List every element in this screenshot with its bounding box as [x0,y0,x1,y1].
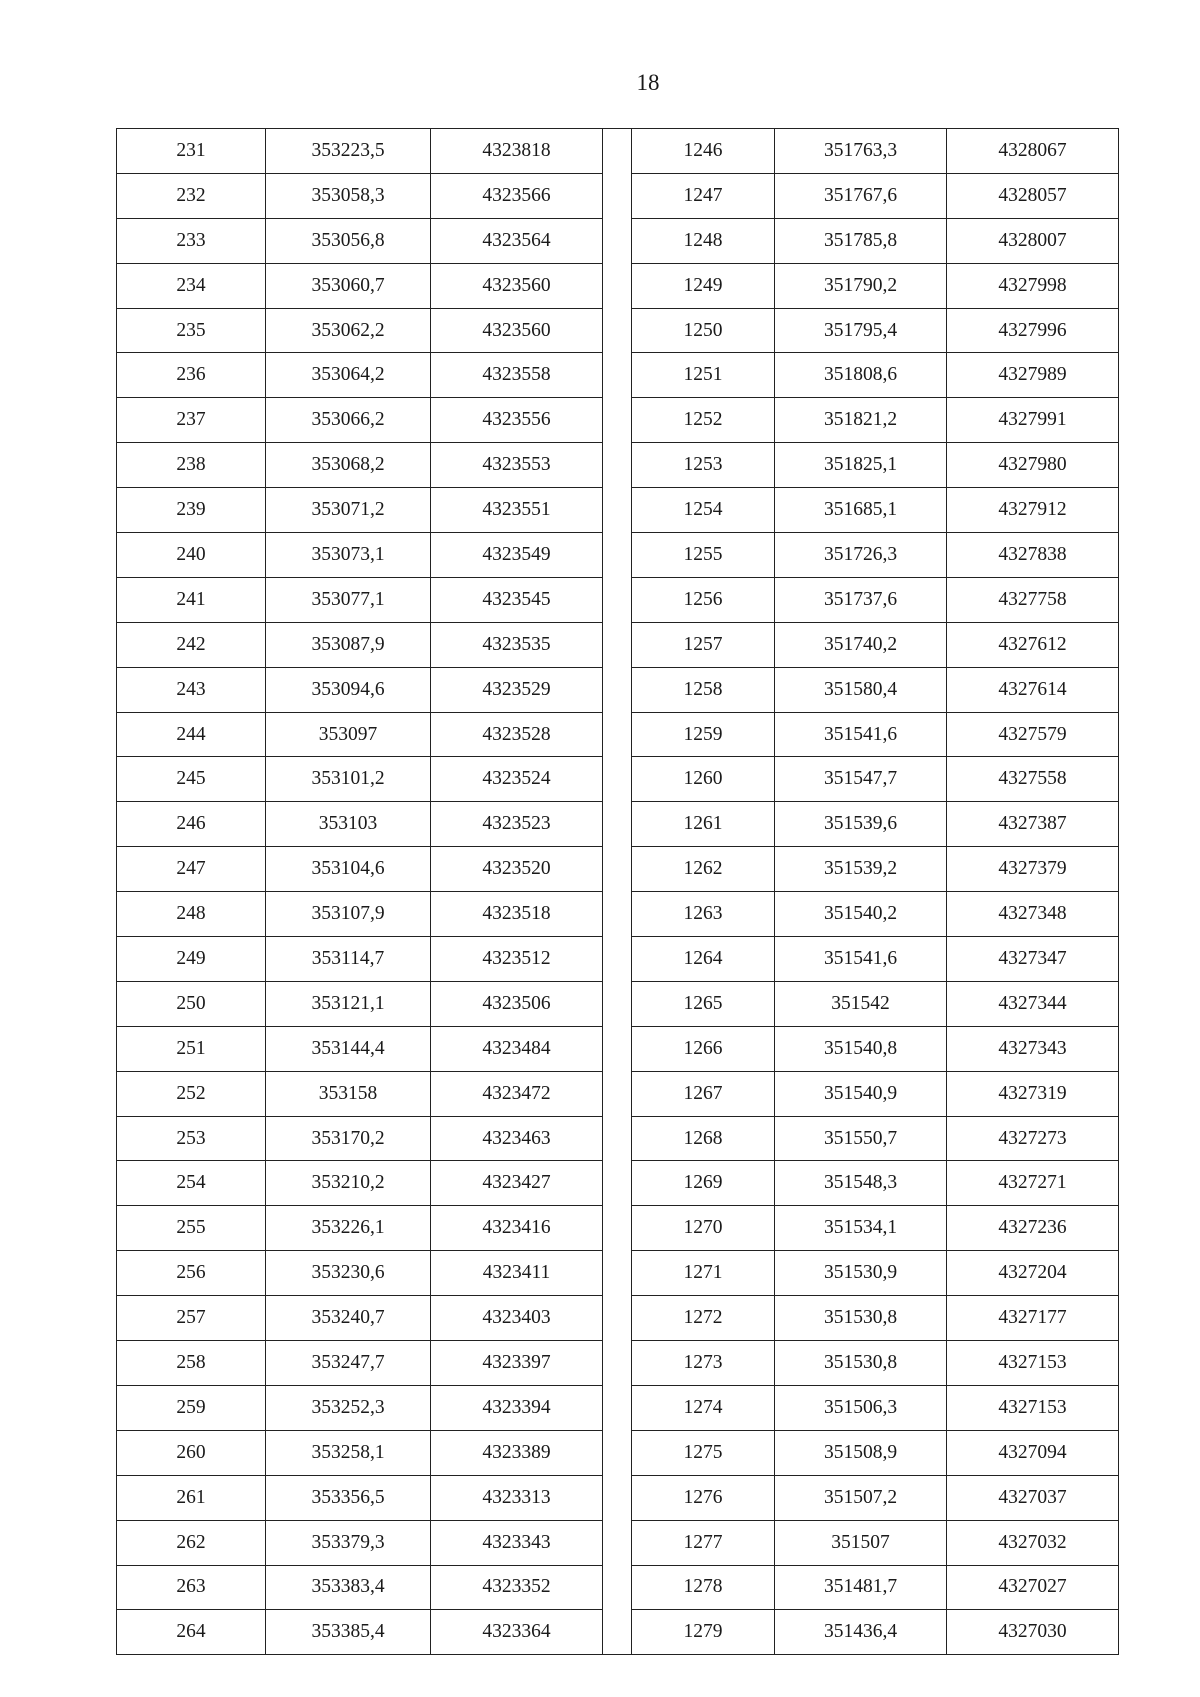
table-row [117,577,1119,622]
column-gap [603,802,632,847]
left-point-number-cell: 252 [117,1071,266,1116]
left-point-number-cell: 237 [117,398,266,443]
left-x-coordinate-cell: 353056,8 [266,218,431,263]
right-x-coordinate-cell: 351737,6 [775,577,947,622]
left-x-coordinate-cell: 353060,7 [266,263,431,308]
right-point-number-cell: 1271 [632,1251,775,1296]
right-point-number-cell: 1251 [632,353,775,398]
column-gap [603,263,632,308]
left-point-number-cell: 262 [117,1520,266,1565]
left-x-coordinate-cell: 353223,5 [266,129,431,174]
right-y-coordinate-cell: 4328067 [947,129,1119,174]
right-x-coordinate-cell: 351530,8 [775,1341,947,1386]
left-point-number-cell: 261 [117,1475,266,1520]
right-point-number-cell: 1277 [632,1520,775,1565]
column-gap [603,1565,632,1610]
column-gap [603,218,632,263]
column-gap [603,1071,632,1116]
left-y-coordinate-cell: 4323518 [431,892,603,937]
table-row [117,937,1119,982]
left-y-coordinate-cell: 4323524 [431,757,603,802]
table-row [117,263,1119,308]
left-x-coordinate-cell: 353144,4 [266,1026,431,1071]
table-row [117,1385,1119,1430]
table-row [117,1565,1119,1610]
left-x-coordinate-cell: 353247,7 [266,1341,431,1386]
right-point-number-cell: 1253 [632,443,775,488]
left-x-coordinate-cell: 353230,6 [266,1251,431,1296]
right-x-coordinate-cell: 351542 [775,981,947,1026]
left-x-coordinate-cell: 353062,2 [266,308,431,353]
left-x-coordinate-cell: 353066,2 [266,398,431,443]
right-x-coordinate-cell: 351539,6 [775,802,947,847]
column-gap [603,757,632,802]
right-y-coordinate-cell: 4327989 [947,353,1119,398]
page-number: 18 [636,70,660,95]
right-x-coordinate-cell: 351825,1 [775,443,947,488]
right-y-coordinate-cell: 4327343 [947,1026,1119,1071]
right-x-coordinate-cell: 351507 [775,1520,947,1565]
right-x-coordinate-cell: 351540,2 [775,892,947,937]
column-gap [603,1430,632,1475]
left-point-number-cell: 249 [117,937,266,982]
right-point-number-cell: 1260 [632,757,775,802]
column-gap [603,1296,632,1341]
left-point-number-cell: 263 [117,1565,266,1610]
table-row [117,1296,1119,1341]
column-gap [603,712,632,757]
column-gap [603,533,632,578]
left-x-coordinate-cell: 353114,7 [266,937,431,982]
left-y-coordinate-cell: 4323484 [431,1026,603,1071]
table-row [117,667,1119,712]
right-point-number-cell: 1257 [632,622,775,667]
right-y-coordinate-cell: 4327271 [947,1161,1119,1206]
right-x-coordinate-cell: 351550,7 [775,1116,947,1161]
left-point-number-cell: 233 [117,218,266,263]
column-gap [603,892,632,937]
right-y-coordinate-cell: 4327319 [947,1071,1119,1116]
left-y-coordinate-cell: 4323549 [431,533,603,578]
left-x-coordinate-cell: 353101,2 [266,757,431,802]
right-y-coordinate-cell: 4327614 [947,667,1119,712]
right-y-coordinate-cell: 4327379 [947,847,1119,892]
right-point-number-cell: 1254 [632,488,775,533]
right-x-coordinate-cell: 351767,6 [775,173,947,218]
right-x-coordinate-cell: 351821,2 [775,398,947,443]
left-x-coordinate-cell: 353068,2 [266,443,431,488]
table-row [117,1251,1119,1296]
left-point-number-cell: 248 [117,892,266,937]
left-point-number-cell: 234 [117,263,266,308]
left-y-coordinate-cell: 4323551 [431,488,603,533]
right-x-coordinate-cell: 351540,8 [775,1026,947,1071]
table-row [117,218,1119,263]
left-x-coordinate-cell: 353379,3 [266,1520,431,1565]
column-gap [603,981,632,1026]
table-row [117,353,1119,398]
table-row [117,1610,1119,1655]
right-point-number-cell: 1268 [632,1116,775,1161]
left-y-coordinate-cell: 4323556 [431,398,603,443]
left-point-number-cell: 250 [117,981,266,1026]
left-y-coordinate-cell: 4323566 [431,173,603,218]
right-y-coordinate-cell: 4327612 [947,622,1119,667]
right-y-coordinate-cell: 4328057 [947,173,1119,218]
right-y-coordinate-cell: 4327838 [947,533,1119,578]
right-point-number-cell: 1266 [632,1026,775,1071]
table-row [117,1475,1119,1520]
right-point-number-cell: 1247 [632,173,775,218]
right-x-coordinate-cell: 351539,2 [775,847,947,892]
column-gap [603,1206,632,1251]
right-y-coordinate-cell: 4327273 [947,1116,1119,1161]
right-point-number-cell: 1278 [632,1565,775,1610]
table-row [117,802,1119,847]
left-point-number-cell: 257 [117,1296,266,1341]
left-y-coordinate-cell: 4323529 [431,667,603,712]
right-y-coordinate-cell: 4327980 [947,443,1119,488]
right-point-number-cell: 1276 [632,1475,775,1520]
column-gap [603,1520,632,1565]
right-point-number-cell: 1248 [632,218,775,263]
left-y-coordinate-cell: 4323545 [431,577,603,622]
right-x-coordinate-cell: 351530,8 [775,1296,947,1341]
right-y-coordinate-cell: 4327094 [947,1430,1119,1475]
left-point-number-cell: 256 [117,1251,266,1296]
right-x-coordinate-cell: 351508,9 [775,1430,947,1475]
left-x-coordinate-cell: 353158 [266,1071,431,1116]
column-gap [603,1161,632,1206]
left-x-coordinate-cell: 353103 [266,802,431,847]
right-point-number-cell: 1261 [632,802,775,847]
left-point-number-cell: 253 [117,1116,266,1161]
left-x-coordinate-cell: 353121,1 [266,981,431,1026]
right-y-coordinate-cell: 4327032 [947,1520,1119,1565]
column-gap [603,1341,632,1386]
right-x-coordinate-cell: 351541,6 [775,937,947,982]
left-point-number-cell: 245 [117,757,266,802]
left-y-coordinate-cell: 4323343 [431,1520,603,1565]
right-y-coordinate-cell: 4327344 [947,981,1119,1026]
right-x-coordinate-cell: 351740,2 [775,622,947,667]
table-row [117,488,1119,533]
left-x-coordinate-cell: 353104,6 [266,847,431,892]
right-x-coordinate-cell: 351580,4 [775,667,947,712]
right-y-coordinate-cell: 4328007 [947,218,1119,263]
column-gap [603,577,632,622]
left-y-coordinate-cell: 4323512 [431,937,603,982]
left-point-number-cell: 254 [117,1161,266,1206]
coordinates-table [116,128,1119,1655]
left-y-coordinate-cell: 4323558 [431,353,603,398]
right-x-coordinate-cell: 351540,9 [775,1071,947,1116]
column-gap [603,622,632,667]
right-x-coordinate-cell: 351481,7 [775,1565,947,1610]
table-row [117,712,1119,757]
left-point-number-cell: 247 [117,847,266,892]
right-point-number-cell: 1262 [632,847,775,892]
right-y-coordinate-cell: 4327348 [947,892,1119,937]
left-y-coordinate-cell: 4323411 [431,1251,603,1296]
right-point-number-cell: 1249 [632,263,775,308]
right-point-number-cell: 1274 [632,1385,775,1430]
left-y-coordinate-cell: 4323397 [431,1341,603,1386]
left-point-number-cell: 258 [117,1341,266,1386]
left-point-number-cell: 243 [117,667,266,712]
column-gap [603,847,632,892]
left-y-coordinate-cell: 4323535 [431,622,603,667]
right-y-coordinate-cell: 4327387 [947,802,1119,847]
table-row [117,443,1119,488]
column-gap [603,1116,632,1161]
right-x-coordinate-cell: 351795,4 [775,308,947,353]
right-point-number-cell: 1256 [632,577,775,622]
table-row [117,1430,1119,1475]
left-point-number-cell: 244 [117,712,266,757]
right-point-number-cell: 1269 [632,1161,775,1206]
right-x-coordinate-cell: 351763,3 [775,129,947,174]
left-y-coordinate-cell: 4323389 [431,1430,603,1475]
left-point-number-cell: 259 [117,1385,266,1430]
right-y-coordinate-cell: 4327579 [947,712,1119,757]
column-gap [603,443,632,488]
left-y-coordinate-cell: 4323520 [431,847,603,892]
right-point-number-cell: 1270 [632,1206,775,1251]
column-gap [603,667,632,712]
right-point-number-cell: 1264 [632,937,775,982]
left-x-coordinate-cell: 353356,5 [266,1475,431,1520]
left-point-number-cell: 239 [117,488,266,533]
right-x-coordinate-cell: 351534,1 [775,1206,947,1251]
table-row [117,1520,1119,1565]
left-point-number-cell: 232 [117,173,266,218]
right-y-coordinate-cell: 4327204 [947,1251,1119,1296]
left-point-number-cell: 246 [117,802,266,847]
left-y-coordinate-cell: 4323313 [431,1475,603,1520]
left-y-coordinate-cell: 4323472 [431,1071,603,1116]
right-y-coordinate-cell: 4327347 [947,937,1119,982]
right-point-number-cell: 1267 [632,1071,775,1116]
column-gap [603,398,632,443]
table-row [117,1116,1119,1161]
right-point-number-cell: 1259 [632,712,775,757]
left-point-number-cell: 242 [117,622,266,667]
left-point-number-cell: 255 [117,1206,266,1251]
left-x-coordinate-cell: 353170,2 [266,1116,431,1161]
left-point-number-cell: 241 [117,577,266,622]
left-x-coordinate-cell: 353087,9 [266,622,431,667]
left-point-number-cell: 240 [117,533,266,578]
table-row [117,173,1119,218]
table-row [117,847,1119,892]
right-point-number-cell: 1250 [632,308,775,353]
right-y-coordinate-cell: 4327027 [947,1565,1119,1610]
right-x-coordinate-cell: 351436,4 [775,1610,947,1655]
left-y-coordinate-cell: 4323553 [431,443,603,488]
left-x-coordinate-cell: 353210,2 [266,1161,431,1206]
table-row [117,1161,1119,1206]
right-x-coordinate-cell: 351541,6 [775,712,947,757]
right-y-coordinate-cell: 4327153 [947,1385,1119,1430]
table-row [117,1071,1119,1116]
column-gap [603,1251,632,1296]
right-y-coordinate-cell: 4327758 [947,577,1119,622]
left-point-number-cell: 251 [117,1026,266,1071]
left-x-coordinate-cell: 353094,6 [266,667,431,712]
right-point-number-cell: 1255 [632,533,775,578]
right-x-coordinate-cell: 351790,2 [775,263,947,308]
column-gap [603,1385,632,1430]
left-x-coordinate-cell: 353383,4 [266,1565,431,1610]
column-gap [603,488,632,533]
table-row [117,398,1119,443]
left-point-number-cell: 238 [117,443,266,488]
left-x-coordinate-cell: 353252,3 [266,1385,431,1430]
left-y-coordinate-cell: 4323523 [431,802,603,847]
right-y-coordinate-cell: 4327037 [947,1475,1119,1520]
left-x-coordinate-cell: 353058,3 [266,173,431,218]
left-x-coordinate-cell: 353077,1 [266,577,431,622]
table-row [117,1026,1119,1071]
table-row [117,1341,1119,1386]
left-x-coordinate-cell: 353240,7 [266,1296,431,1341]
right-point-number-cell: 1258 [632,667,775,712]
left-x-coordinate-cell: 353385,4 [266,1610,431,1655]
left-point-number-cell: 236 [117,353,266,398]
right-y-coordinate-cell: 4327153 [947,1341,1119,1386]
right-point-number-cell: 1273 [632,1341,775,1386]
left-point-number-cell: 231 [117,129,266,174]
right-y-coordinate-cell: 4327558 [947,757,1119,802]
right-y-coordinate-cell: 4327991 [947,398,1119,443]
right-x-coordinate-cell: 351808,6 [775,353,947,398]
left-y-coordinate-cell: 4323427 [431,1161,603,1206]
right-point-number-cell: 1263 [632,892,775,937]
table-row [117,533,1119,578]
left-y-coordinate-cell: 4323394 [431,1385,603,1430]
left-point-number-cell: 264 [117,1610,266,1655]
left-x-coordinate-cell: 353258,1 [266,1430,431,1475]
left-x-coordinate-cell: 353107,9 [266,892,431,937]
left-x-coordinate-cell: 353226,1 [266,1206,431,1251]
left-y-coordinate-cell: 4323506 [431,981,603,1026]
left-y-coordinate-cell: 4323528 [431,712,603,757]
left-x-coordinate-cell: 353071,2 [266,488,431,533]
right-y-coordinate-cell: 4327177 [947,1296,1119,1341]
right-x-coordinate-cell: 351726,3 [775,533,947,578]
right-y-coordinate-cell: 4327030 [947,1610,1119,1655]
column-gap [603,937,632,982]
column-gap [603,129,632,174]
left-x-coordinate-cell: 353073,1 [266,533,431,578]
right-x-coordinate-cell: 351548,3 [775,1161,947,1206]
right-x-coordinate-cell: 351507,2 [775,1475,947,1520]
left-y-coordinate-cell: 4323560 [431,308,603,353]
right-x-coordinate-cell: 351785,8 [775,218,947,263]
table-row [117,1206,1119,1251]
left-y-coordinate-cell: 4323564 [431,218,603,263]
table-row [117,757,1119,802]
right-point-number-cell: 1272 [632,1296,775,1341]
right-point-number-cell: 1279 [632,1610,775,1655]
left-y-coordinate-cell: 4323818 [431,129,603,174]
right-x-coordinate-cell: 351685,1 [775,488,947,533]
left-point-number-cell: 260 [117,1430,266,1475]
left-y-coordinate-cell: 4323403 [431,1296,603,1341]
right-x-coordinate-cell: 351506,3 [775,1385,947,1430]
right-y-coordinate-cell: 4327236 [947,1206,1119,1251]
left-y-coordinate-cell: 4323416 [431,1206,603,1251]
right-x-coordinate-cell: 351547,7 [775,757,947,802]
left-y-coordinate-cell: 4323560 [431,263,603,308]
column-gap [603,1026,632,1071]
column-gap [603,308,632,353]
left-y-coordinate-cell: 4323463 [431,1116,603,1161]
column-gap [603,353,632,398]
right-point-number-cell: 1265 [632,981,775,1026]
left-point-number-cell: 235 [117,308,266,353]
table-row [117,622,1119,667]
table-row [117,129,1119,174]
table-row [117,981,1119,1026]
table-row [117,892,1119,937]
column-gap [603,1610,632,1655]
right-y-coordinate-cell: 4327912 [947,488,1119,533]
right-y-coordinate-cell: 4327998 [947,263,1119,308]
right-point-number-cell: 1275 [632,1430,775,1475]
left-x-coordinate-cell: 353097 [266,712,431,757]
column-gap [603,173,632,218]
left-x-coordinate-cell: 353064,2 [266,353,431,398]
column-gap [603,1475,632,1520]
right-point-number-cell: 1246 [632,129,775,174]
table-row [117,308,1119,353]
right-x-coordinate-cell: 351530,9 [775,1251,947,1296]
right-y-coordinate-cell: 4327996 [947,308,1119,353]
left-y-coordinate-cell: 4323364 [431,1610,603,1655]
left-y-coordinate-cell: 4323352 [431,1565,603,1610]
right-point-number-cell: 1252 [632,398,775,443]
